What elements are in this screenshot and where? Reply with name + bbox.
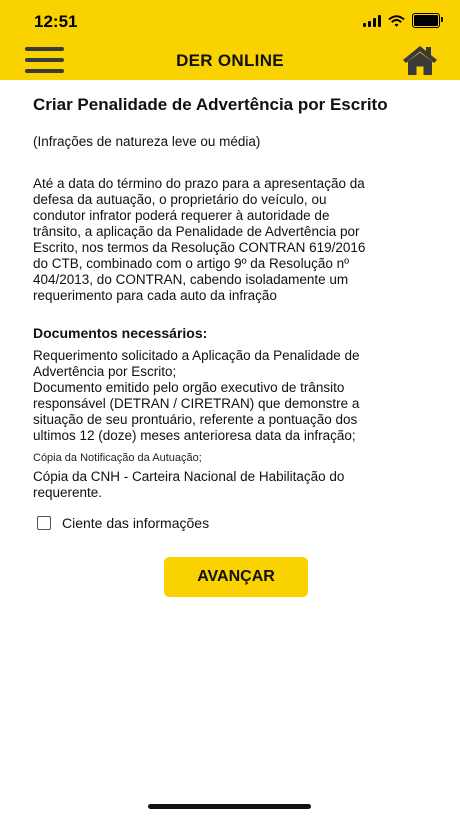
home-icon[interactable] [402, 44, 438, 76]
document-line: Cópia da CNH - Carteira Nacional de Habilitação do [33, 469, 345, 484]
document-line: Requerimento solicitado a Aplicação da Penalidade de [33, 348, 360, 363]
advance-button[interactable]: AVANÇAR [164, 557, 308, 597]
intro-line: trânsito, a aplicação da Penalidade de Advertência por [33, 224, 360, 239]
document-item: Cópia da Notificação da Autuação; [33, 452, 202, 464]
intro-line: do CTB, combinado com o artigo 9º da Resolução nº [33, 256, 350, 271]
document-line: requerente. [33, 485, 103, 500]
page-title: Criar Penalidade de Advertência por Escrito [33, 95, 388, 114]
battery-icon [412, 13, 440, 28]
document-line: Documento emitido pelo orgão executivo de trânsito [33, 380, 345, 395]
subtitle: (Infrações de natureza leve ou média) [33, 134, 261, 149]
status-icons [363, 13, 440, 28]
document-line: situação de seu prontuário, referente a pontuação dos [33, 412, 358, 427]
intro-line: requerimento para cada auto da infração [33, 288, 277, 303]
header-title: DER ONLINE [176, 51, 284, 70]
intro-line: defesa da autuação, o proprietário do veículo, ou [33, 192, 327, 207]
acknowledge-checkbox[interactable] [37, 516, 51, 530]
wifi-icon [388, 15, 405, 27]
acknowledge-label[interactable]: Ciente das informações [62, 515, 210, 531]
documents-heading: Documentos necessários: [33, 325, 208, 341]
document-line: ultimos 12 (doze) meses anterioresa data da infração; [33, 428, 356, 443]
status-time: 12:51 [34, 12, 78, 31]
intro-line: Até a data do término do prazo para a apresentação da [33, 176, 365, 191]
intro-line: 404/2013, do CONTRAN, cabendo isoladamente um [33, 272, 349, 287]
document-line: responsável (DETRAN / CIRETRAN) que demonstre a [33, 396, 360, 411]
home-indicator [148, 804, 311, 809]
signal-icon [363, 15, 381, 27]
intro-line: Escrito, nos termos da Resolução CONTRAN 619/2016 [33, 240, 366, 255]
acknowledge-checkbox-row[interactable] [37, 515, 209, 531]
intro-line: condutor infrator poderá requerer à autoridade de [33, 208, 330, 223]
document-line: Advertência por Escrito; [33, 364, 177, 379]
